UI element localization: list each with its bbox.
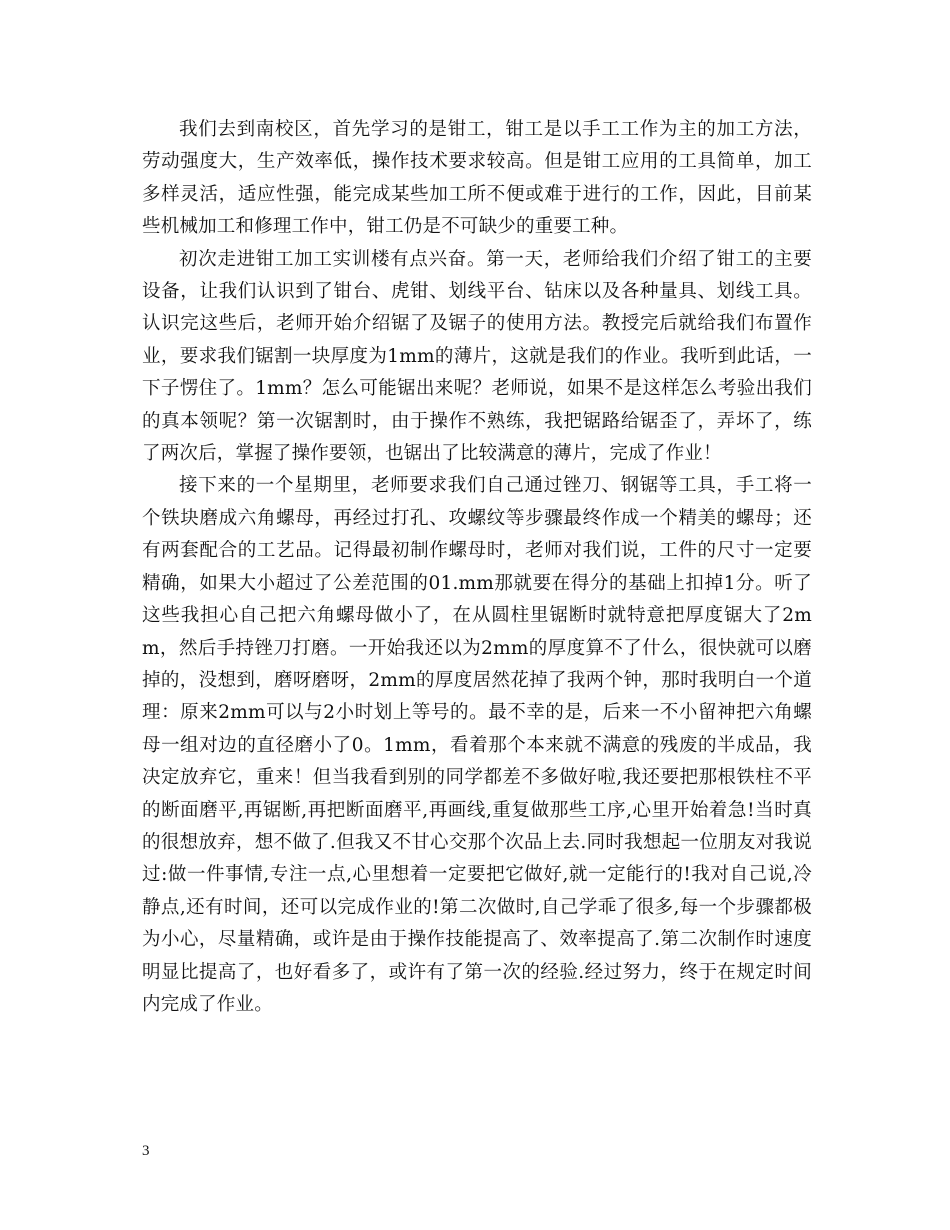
paragraph-1: 我们去到南校区，首先学习的是钳工，钳工是以手工工作为主的加工方法，劳动强度大，生产效率低，操作技术要求较高。但是钳工应用的工具简单，加工多样灵活，适应性强，能完成某些加工所不便或难于进行的工作，因此，目前某些机械加工和修理工作中，钳工仍是不可缺少的重要工种。 [142, 119, 812, 238]
page-number: 3 [142, 1143, 150, 1159]
paragraph-3: 接下来的一个星期里，老师要求我们自己通过锉刀、钢锯等工具，手工将一个铁块磨成六角螺母，再经过打孔、攻螺纹等步骤最终作成一个精美的螺母；还有两套配合的工艺品。记得最初制作螺母时，老师对我们说，工件的尺寸一定要精确，如果大小超过了公差范围的01.mm那就要在得分的基础上扣掉1分。听了这些我担心自己把六角螺母做小了，在从圆柱里锯断时就特意把厚度锯大了2mm，然后手持锉刀打磨。一开始我还以为2mm的厚度算不了什么，很快就可以磨掉的，没想到，磨呀磨呀，2mm的厚度居然花掉了我两个钟，那时我明白一个道理：原来2mm可以与2小时划上等号的。最不幸的是，后来一不小留神把六角螺母一组对边的直径磨小了0。1mm，看着那个本来就不满意的残废的半成品，我决定放弃它，重来！但当我看到别的同学都差不多做好啦,我还要把那根铁柱不平的断面磨平,再锯断,再把断面磨平,再画线,重复做那些工序,心里开始着急!当时真的很想放弃，想不做了.但我又不甘心交那个次品上去.同时我想起一位朋友对我说过:做一件事情,专注一点,心里想着一定要把它做好,就一定能行的!我对自己说,冷静点,还有时间，还可以完成作业的!第二次做时,自己学乖了很多,每一个步骤都极为小心，尽量精确，或许是由于操作技能提高了、效率提高了.第二次制作时速度明显比提高了，也好看多了，或许有了第一次的经验.经过努力，终于在规定时间内完成了作业。 [142, 475, 812, 1015]
document-body [142, 114, 812, 1021]
paragraph-2: 初次走进钳工加工实训楼有点兴奋。第一天，老师给我们介绍了钳工的主要设备，让我们认识到了钳台、虎钳、划线平台、钻床以及各种量具、划线工具。认识完这些后，老师开始介绍锯了及锯子的使用方法。教授完后就给我们布置作业，要求我们锯割一块厚度为1mm的薄片，这就是我们的作业。我听到此话，一下子愣住了。1mm？怎么可能锯出来呢？老师说，如果不是这样怎么考验出我们的真本领呢？第一次锯割时，由于操作不熟练，我把锯路给锯歪了，弄坏了，练了两次后，掌握了操作要领，也锯出了比较满意的薄片，完成了作业！ [142, 248, 812, 465]
